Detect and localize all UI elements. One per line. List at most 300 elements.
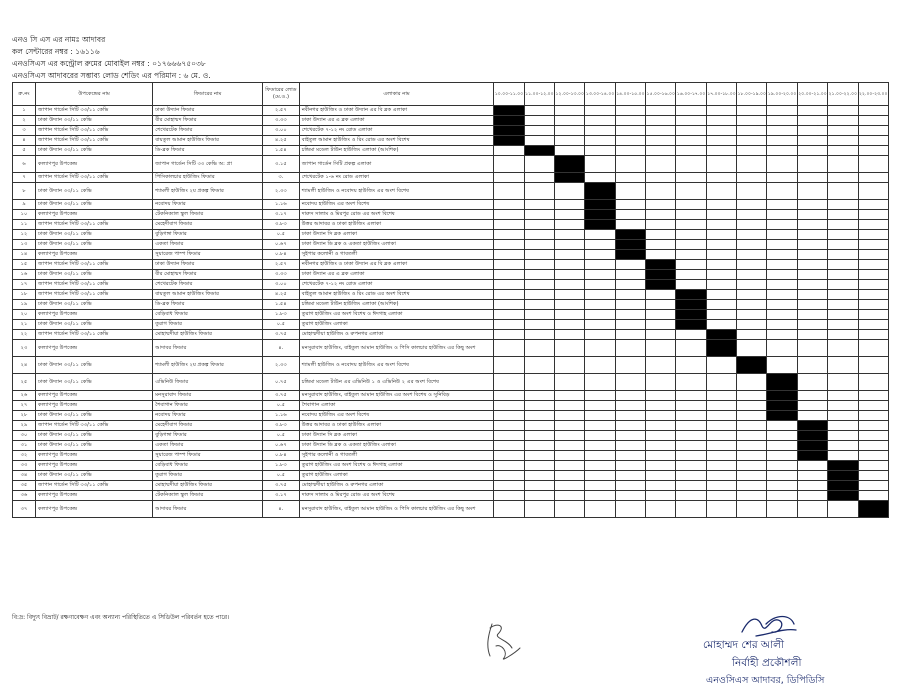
shed-slot-empty	[828, 357, 858, 374]
row-substation: ঢাকা উদ্যান ৩৩/১১ কেভি	[36, 320, 153, 330]
shed-slot-empty	[585, 374, 615, 391]
shed-slot-empty	[706, 391, 736, 401]
table-row	[13, 357, 889, 374]
shed-slot-empty	[797, 250, 827, 260]
row-substation: কল্যাণপুর উপকেন্দ্র	[36, 501, 153, 518]
shed-slot-empty	[767, 156, 797, 173]
shed-slot-empty	[706, 401, 736, 411]
shed-slot-empty	[767, 431, 797, 441]
shed-slot-empty	[615, 156, 645, 173]
shed-slot-empty	[706, 491, 736, 501]
row-load: ৩.৮৩	[263, 220, 300, 230]
shed-slot-empty	[524, 230, 554, 240]
shed-slot-empty	[737, 270, 767, 280]
shed-slot-empty	[858, 250, 888, 260]
shed-slot-empty	[494, 250, 524, 260]
table-row	[13, 431, 889, 441]
row-load: ০.৮৪	[263, 451, 300, 461]
shed-slot-empty	[706, 374, 736, 391]
shed-slot-empty	[494, 270, 524, 280]
row-feeder: তুরাগ ফিডার	[153, 471, 263, 481]
shed-slot-empty	[797, 260, 827, 270]
row-feeder: শেখেরটেক ফিডার	[153, 280, 263, 290]
shed-slot-empty	[646, 240, 676, 250]
row-area: মোহাম্মদীয়া হাউজিং ও রুপনগর এলাকা	[299, 330, 494, 340]
row-area: ঢাকা উদ্যান সি ব্লক এলাকা	[299, 431, 494, 441]
row-sn: ১৪	[13, 250, 36, 260]
shed-slot-empty	[615, 210, 645, 220]
shed-slot-empty	[737, 391, 767, 401]
shed-slot-empty	[494, 421, 524, 431]
row-sn: ৩৭	[13, 501, 36, 518]
row-area: নবোদয় হাউজিং এর অংশ বিশেষ	[299, 200, 494, 210]
row-area: তুরাগ হাউজিং এলাকা	[299, 320, 494, 330]
shed-slot-empty	[555, 310, 585, 320]
shed-slot-empty	[706, 146, 736, 156]
shed-slot-empty	[615, 481, 645, 491]
row-feeder: ঢাকা উদ্যান ফিডার	[153, 106, 263, 116]
shed-slot-empty	[646, 300, 676, 310]
row-substation: জাপান গার্ডেন সিটি ৩৩/১১ কেভি	[36, 126, 153, 136]
row-substation: কল্যাণপুর উপকেন্দ্র	[36, 156, 153, 173]
row-load: ২.৩৩	[263, 357, 300, 374]
shed-slot-empty	[706, 136, 736, 146]
table-row	[13, 183, 889, 200]
shed-slot-empty	[646, 391, 676, 401]
table-row	[13, 210, 889, 220]
row-feeder: মেহেদীবাগ ফিডার	[153, 220, 263, 230]
row-sn: ১২	[13, 230, 36, 240]
shed-slot-empty	[767, 250, 797, 260]
shed-slot-empty	[858, 183, 888, 200]
shed-slot-marked	[797, 441, 827, 451]
row-load: ১.১৬	[263, 411, 300, 421]
col-header-time-slot: ১২.০০-১৩.০০	[555, 83, 585, 106]
shed-slot-empty	[615, 106, 645, 116]
row-load: ৪.	[263, 501, 300, 518]
shed-slot-empty	[797, 126, 827, 136]
table-row	[13, 374, 889, 391]
row-load: ৩.১৭	[263, 491, 300, 501]
shed-slot-empty	[615, 136, 645, 146]
shed-slot-empty	[646, 156, 676, 173]
table-row	[13, 126, 889, 136]
shed-slot-empty	[555, 200, 585, 210]
shed-slot-empty	[828, 230, 858, 240]
shed-slot-empty	[797, 357, 827, 374]
shed-slot-empty	[706, 357, 736, 374]
shed-slot-empty	[615, 431, 645, 441]
shed-slot-empty	[494, 501, 524, 518]
shed-slot-empty	[615, 340, 645, 357]
row-area: মোহাম্মদীয়া হাউজিং ও রুপনগর এলাকা	[299, 481, 494, 491]
table-row	[13, 240, 889, 250]
shed-slot-empty	[615, 280, 645, 290]
shed-slot-empty	[737, 471, 767, 481]
shed-slot-empty	[555, 340, 585, 357]
row-sn: ২৬	[13, 391, 36, 401]
shed-slot-marked	[555, 173, 585, 183]
table-row	[13, 441, 889, 451]
shed-slot-empty	[555, 441, 585, 451]
shed-slot-empty	[737, 441, 767, 451]
shed-slot-empty	[767, 421, 797, 431]
shed-slot-empty	[737, 491, 767, 501]
shed-slot-empty	[585, 491, 615, 501]
shed-slot-empty	[524, 411, 554, 421]
shed-slot-empty	[737, 173, 767, 183]
shed-slot-marked	[646, 260, 676, 270]
shed-slot-empty	[706, 461, 736, 471]
shed-slot-empty	[615, 491, 645, 501]
shed-slot-empty	[494, 280, 524, 290]
shed-slot-empty	[828, 136, 858, 146]
shed-slot-empty	[737, 156, 767, 173]
shed-slot-empty	[646, 183, 676, 200]
shed-slot-empty	[555, 280, 585, 290]
shed-slot-empty	[585, 116, 615, 126]
shed-slot-empty	[828, 310, 858, 320]
shed-slot-empty	[676, 116, 706, 126]
shed-slot-empty	[646, 411, 676, 421]
shed-slot-marked	[615, 250, 645, 260]
shed-slot-empty	[585, 136, 615, 146]
shed-slot-empty	[676, 173, 706, 183]
row-feeder: নবোদয় ফিডার	[153, 411, 263, 421]
shed-slot-empty	[615, 183, 645, 200]
shed-slot-empty	[585, 173, 615, 183]
shed-slot-empty	[737, 183, 767, 200]
shed-slot-empty	[676, 210, 706, 220]
shed-slot-empty	[524, 401, 554, 411]
row-load: ৩.৮৩	[263, 421, 300, 431]
row-sn: ২৮	[13, 411, 36, 421]
shed-slot-empty	[767, 116, 797, 126]
shed-slot-empty	[828, 250, 858, 260]
shed-slot-empty	[676, 250, 706, 260]
shed-slot-empty	[494, 357, 524, 374]
shed-slot-empty	[797, 270, 827, 280]
row-area: চন্দ্রিমা মডেল টাউন হাউজিং এলাকা (আংশিক)	[299, 300, 494, 310]
shed-slot-empty	[858, 220, 888, 230]
shed-slot-empty	[646, 310, 676, 320]
shed-slot-empty	[737, 280, 767, 290]
shed-slot-marked	[706, 340, 736, 357]
shed-slot-empty	[676, 183, 706, 200]
shed-slot-empty	[524, 126, 554, 136]
shed-slot-empty	[828, 431, 858, 441]
table-row	[13, 290, 889, 300]
table-row	[13, 156, 889, 173]
shed-slot-empty	[797, 340, 827, 357]
row-feeder: ডি-ব্লক ফিডার	[153, 300, 263, 310]
shed-slot-empty	[585, 441, 615, 451]
col-header-load: ফিডারের লোড (মে.ও.)	[263, 83, 300, 106]
shed-slot-empty	[646, 250, 676, 260]
signature-scribble-icon	[736, 612, 800, 640]
shed-slot-empty	[615, 290, 645, 300]
shed-slot-empty	[828, 451, 858, 461]
shed-slot-empty	[828, 411, 858, 421]
table-row	[13, 491, 889, 501]
table-row	[13, 200, 889, 210]
row-area: উত্তর আদাবর ও ঢাকা হাউজিং এলাকা	[299, 220, 494, 230]
shed-slot-empty	[706, 270, 736, 280]
shed-slot-empty	[706, 250, 736, 260]
shed-slot-empty	[737, 461, 767, 471]
shed-slot-empty	[676, 270, 706, 280]
row-sn: ১৩	[13, 240, 36, 250]
table-row	[13, 173, 889, 183]
table-row	[13, 320, 889, 330]
shed-slot-empty	[494, 461, 524, 471]
shed-slot-empty	[767, 146, 797, 156]
shed-slot-empty	[646, 116, 676, 126]
shed-slot-empty	[737, 250, 767, 260]
shed-slot-empty	[828, 106, 858, 116]
shed-slot-empty	[646, 330, 676, 340]
shed-slot-empty	[585, 290, 615, 300]
shed-slot-empty	[797, 280, 827, 290]
shed-slot-empty	[858, 320, 888, 330]
shed-slot-empty	[615, 441, 645, 451]
shed-slot-empty	[828, 210, 858, 220]
row-substation: ঢাকা উদ্যান ৩৩/১১ কেভি	[36, 411, 153, 421]
header-control-room: এনওসিএস এর কন্ট্রোল রুমের মোবাইল নম্বর : ০১৭৬৬৬৭৫০৩৮	[12, 59, 206, 68]
table-row	[13, 340, 889, 357]
row-feeder: বায়তুল আমান হাউজিং ফিডার	[153, 290, 263, 300]
shed-slot-empty	[585, 391, 615, 401]
shed-slot-empty	[767, 300, 797, 310]
shed-slot-empty	[737, 126, 767, 136]
shed-slot-empty	[858, 401, 888, 411]
table-row	[13, 230, 889, 240]
shed-slot-empty	[676, 421, 706, 431]
shed-slot-empty	[706, 260, 736, 270]
col-header-time-slot: ২২.০০-২৩.০০	[858, 83, 888, 106]
shed-slot-empty	[706, 280, 736, 290]
schedule-body	[13, 106, 889, 518]
shed-slot-empty	[646, 173, 676, 183]
shed-slot-empty	[494, 156, 524, 173]
shed-slot-empty	[858, 491, 888, 501]
shed-slot-empty	[494, 173, 524, 183]
shed-slot-empty	[524, 391, 554, 401]
row-load: ৩.১৫	[263, 156, 300, 173]
shed-slot-empty	[737, 116, 767, 126]
shed-slot-empty	[737, 106, 767, 116]
shed-slot-empty	[494, 310, 524, 320]
table-row	[13, 300, 889, 310]
row-substation: জাপান গার্ডেন সিটি ৩৩/১১ কেভি	[36, 481, 153, 491]
shed-slot-empty	[615, 310, 645, 320]
shed-slot-empty	[858, 210, 888, 220]
initials-signature-icon	[478, 618, 524, 662]
shed-slot-empty	[524, 310, 554, 320]
shed-slot-empty	[706, 220, 736, 230]
shed-slot-empty	[737, 401, 767, 411]
row-substation: জাপান গার্ডেন সিটি ৩৩/১১ কেভি	[36, 136, 153, 146]
row-sn: ৪	[13, 136, 36, 146]
shed-slot-empty	[797, 391, 827, 401]
shed-slot-empty	[676, 357, 706, 374]
row-area: সুইপার কলোনী ও গাবতলী	[299, 250, 494, 260]
shed-slot-marked	[646, 280, 676, 290]
row-substation: ঢাকা উদ্যান ৩৩/১১ কেভি	[36, 240, 153, 250]
row-feeder: মোহাম্মদীয়া হাউজিং ফিডার	[153, 481, 263, 491]
shed-slot-empty	[555, 240, 585, 250]
signatory-name: মোহাম্মদ শের আলী	[703, 639, 785, 651]
shed-slot-empty	[767, 260, 797, 270]
shed-slot-empty	[646, 431, 676, 441]
row-area: শ্যামলী হাউজিং ও নবোদয় হাউজিং এর অংশ বিশেষ	[299, 183, 494, 200]
row-substation: জাপান গার্ডেন সিটি ৩৩/১১ কেভি	[36, 280, 153, 290]
shed-slot-empty	[828, 501, 858, 518]
shed-slot-empty	[646, 340, 676, 357]
row-load: ০.৫	[263, 230, 300, 240]
shed-slot-empty	[615, 270, 645, 280]
shed-slot-empty	[828, 156, 858, 173]
col-header-area: এলাকার নাম	[299, 83, 494, 106]
row-sn: ৩১	[13, 441, 36, 451]
shed-slot-marked	[585, 183, 615, 200]
shed-slot-empty	[524, 441, 554, 451]
shed-slot-empty	[737, 220, 767, 230]
shed-slot-empty	[706, 310, 736, 320]
row-substation: কল্যাণপুর উপকেন্দ্র	[36, 491, 153, 501]
shed-slot-empty	[494, 481, 524, 491]
table-row	[13, 461, 889, 471]
shed-slot-empty	[676, 451, 706, 461]
shed-slot-empty	[585, 126, 615, 136]
shed-slot-empty	[494, 491, 524, 501]
shed-slot-empty	[828, 391, 858, 401]
shed-slot-empty	[524, 136, 554, 146]
shed-slot-empty	[858, 481, 888, 491]
shed-slot-empty	[615, 461, 645, 471]
shed-slot-empty	[585, 330, 615, 340]
shed-slot-empty	[494, 320, 524, 330]
shed-slot-empty	[524, 280, 554, 290]
row-load: ৩.৭৫	[263, 481, 300, 491]
row-area: শেখেরটেক ৭-১২ নং রোড এলাকা	[299, 126, 494, 136]
row-area: শেখেরটেক ১-৬ নং রোড এলাকা	[299, 173, 494, 183]
shed-slot-empty	[646, 210, 676, 220]
shed-slot-empty	[767, 136, 797, 146]
shed-slot-empty	[737, 451, 767, 461]
shed-slot-empty	[494, 183, 524, 200]
shed-slot-empty	[706, 116, 736, 126]
shed-slot-empty	[858, 431, 888, 441]
shed-slot-empty	[828, 441, 858, 451]
shed-slot-empty	[585, 240, 615, 250]
row-feeder: নবোদয় ফিডার	[153, 200, 263, 210]
shed-slot-empty	[767, 220, 797, 230]
shed-slot-empty	[858, 471, 888, 481]
col-header-sn: ক্র.নং	[13, 83, 36, 106]
shed-slot-empty	[646, 461, 676, 471]
shed-slot-empty	[858, 280, 888, 290]
shed-slot-empty	[797, 200, 827, 210]
shed-slot-empty	[524, 421, 554, 431]
shed-slot-empty	[706, 106, 736, 116]
shed-slot-empty	[555, 230, 585, 240]
row-feeder: মনসুরাবাদ ফিডার	[153, 391, 263, 401]
shed-slot-marked	[494, 116, 524, 126]
table-row	[13, 501, 889, 518]
row-area: নবোদয় হাউজিং এর অংশ বিশেষ	[299, 411, 494, 421]
shed-slot-empty	[524, 300, 554, 310]
row-sn: ৮	[13, 183, 36, 200]
shed-slot-empty	[646, 220, 676, 230]
shed-slot-empty	[676, 200, 706, 210]
shed-slot-empty	[737, 320, 767, 330]
col-header-time-slot: ২১.০০-২২.০০	[828, 83, 858, 106]
row-substation: কল্যাণপুর উপকেন্দ্র	[36, 401, 153, 411]
footnote: বি:দ্র: বিদ্যুৎ বিভ্রাট/ রক্ষণাবেক্ষণ এবং অন্যান্য পরিস্থিতিতে এ সিডিউল পরিবর্তন হতে পারে।	[12, 614, 230, 621]
shed-slot-empty	[797, 481, 827, 491]
row-load: ০.৫	[263, 471, 300, 481]
shed-slot-empty	[737, 290, 767, 300]
shed-slot-empty	[524, 330, 554, 340]
shed-slot-empty	[797, 106, 827, 116]
shed-slot-marked	[585, 210, 615, 220]
row-substation: কল্যাণপুর উপকেন্দ্র	[36, 210, 153, 220]
shed-slot-empty	[797, 230, 827, 240]
row-load: ০.৬৭	[263, 441, 300, 451]
row-feeder: বুড়িগঙ্গা ফিডার	[153, 230, 263, 240]
shed-slot-empty	[615, 391, 645, 401]
row-feeder: বেড়িবাধ ফিডার	[153, 310, 263, 320]
shed-slot-empty	[858, 173, 888, 183]
row-sn: ৩৬	[13, 491, 36, 501]
shed-slot-empty	[555, 220, 585, 230]
row-area: তুরাগ হাউজিং এর অংশ বিশেষ ও ঈদগাহ এলাকা	[299, 310, 494, 320]
row-substation: কল্যাণপুর উপকেন্দ্র	[36, 451, 153, 461]
row-area: তুরাগ হাউজিং এলাকা	[299, 471, 494, 481]
row-area: শেখেরটেক ৭-১২ নং রোড এলাকা	[299, 280, 494, 290]
row-load: ৪.২৫	[263, 290, 300, 300]
shed-slot-empty	[555, 136, 585, 146]
shed-slot-empty	[767, 200, 797, 210]
shed-slot-empty	[524, 461, 554, 471]
row-feeder: টেকনিক্যাল স্কুল ফিডার	[153, 210, 263, 220]
row-area: নবীনগর হাউজিং ও ঢাকা উদ্যান এর বি ব্লক এলাকা	[299, 106, 494, 116]
shed-slot-empty	[737, 310, 767, 320]
shed-slot-empty	[767, 320, 797, 330]
shed-slot-empty	[524, 481, 554, 491]
row-area: চন্দ্রিমা মডেল টাউন এর এভিনিউ ১ ও এভিনিউ ২ এর অংশ বিশেষ	[299, 374, 494, 391]
table-row	[13, 136, 889, 146]
shed-slot-empty	[615, 300, 645, 310]
row-area: তুরাগ হাউজিং এর অংশ বিশেষ ও ঈদগাহ এলাকা	[299, 461, 494, 471]
shed-slot-empty	[555, 116, 585, 126]
shed-slot-empty	[646, 126, 676, 136]
row-area: ঢাকা উদ্যান সি ব্লক এলাকা	[299, 230, 494, 240]
shed-slot-empty	[676, 491, 706, 501]
shed-slot-empty	[646, 320, 676, 330]
shed-slot-marked	[737, 357, 767, 374]
shed-slot-empty	[615, 501, 645, 518]
shed-slot-empty	[524, 431, 554, 441]
shed-slot-empty	[585, 461, 615, 471]
row-load: ১.৮৩	[263, 461, 300, 471]
row-feeder: এভিনিউ ফিডার	[153, 374, 263, 391]
shed-slot-marked	[494, 136, 524, 146]
shed-slot-marked	[494, 126, 524, 136]
shed-slot-empty	[737, 230, 767, 240]
row-load: ০.৫	[263, 320, 300, 330]
